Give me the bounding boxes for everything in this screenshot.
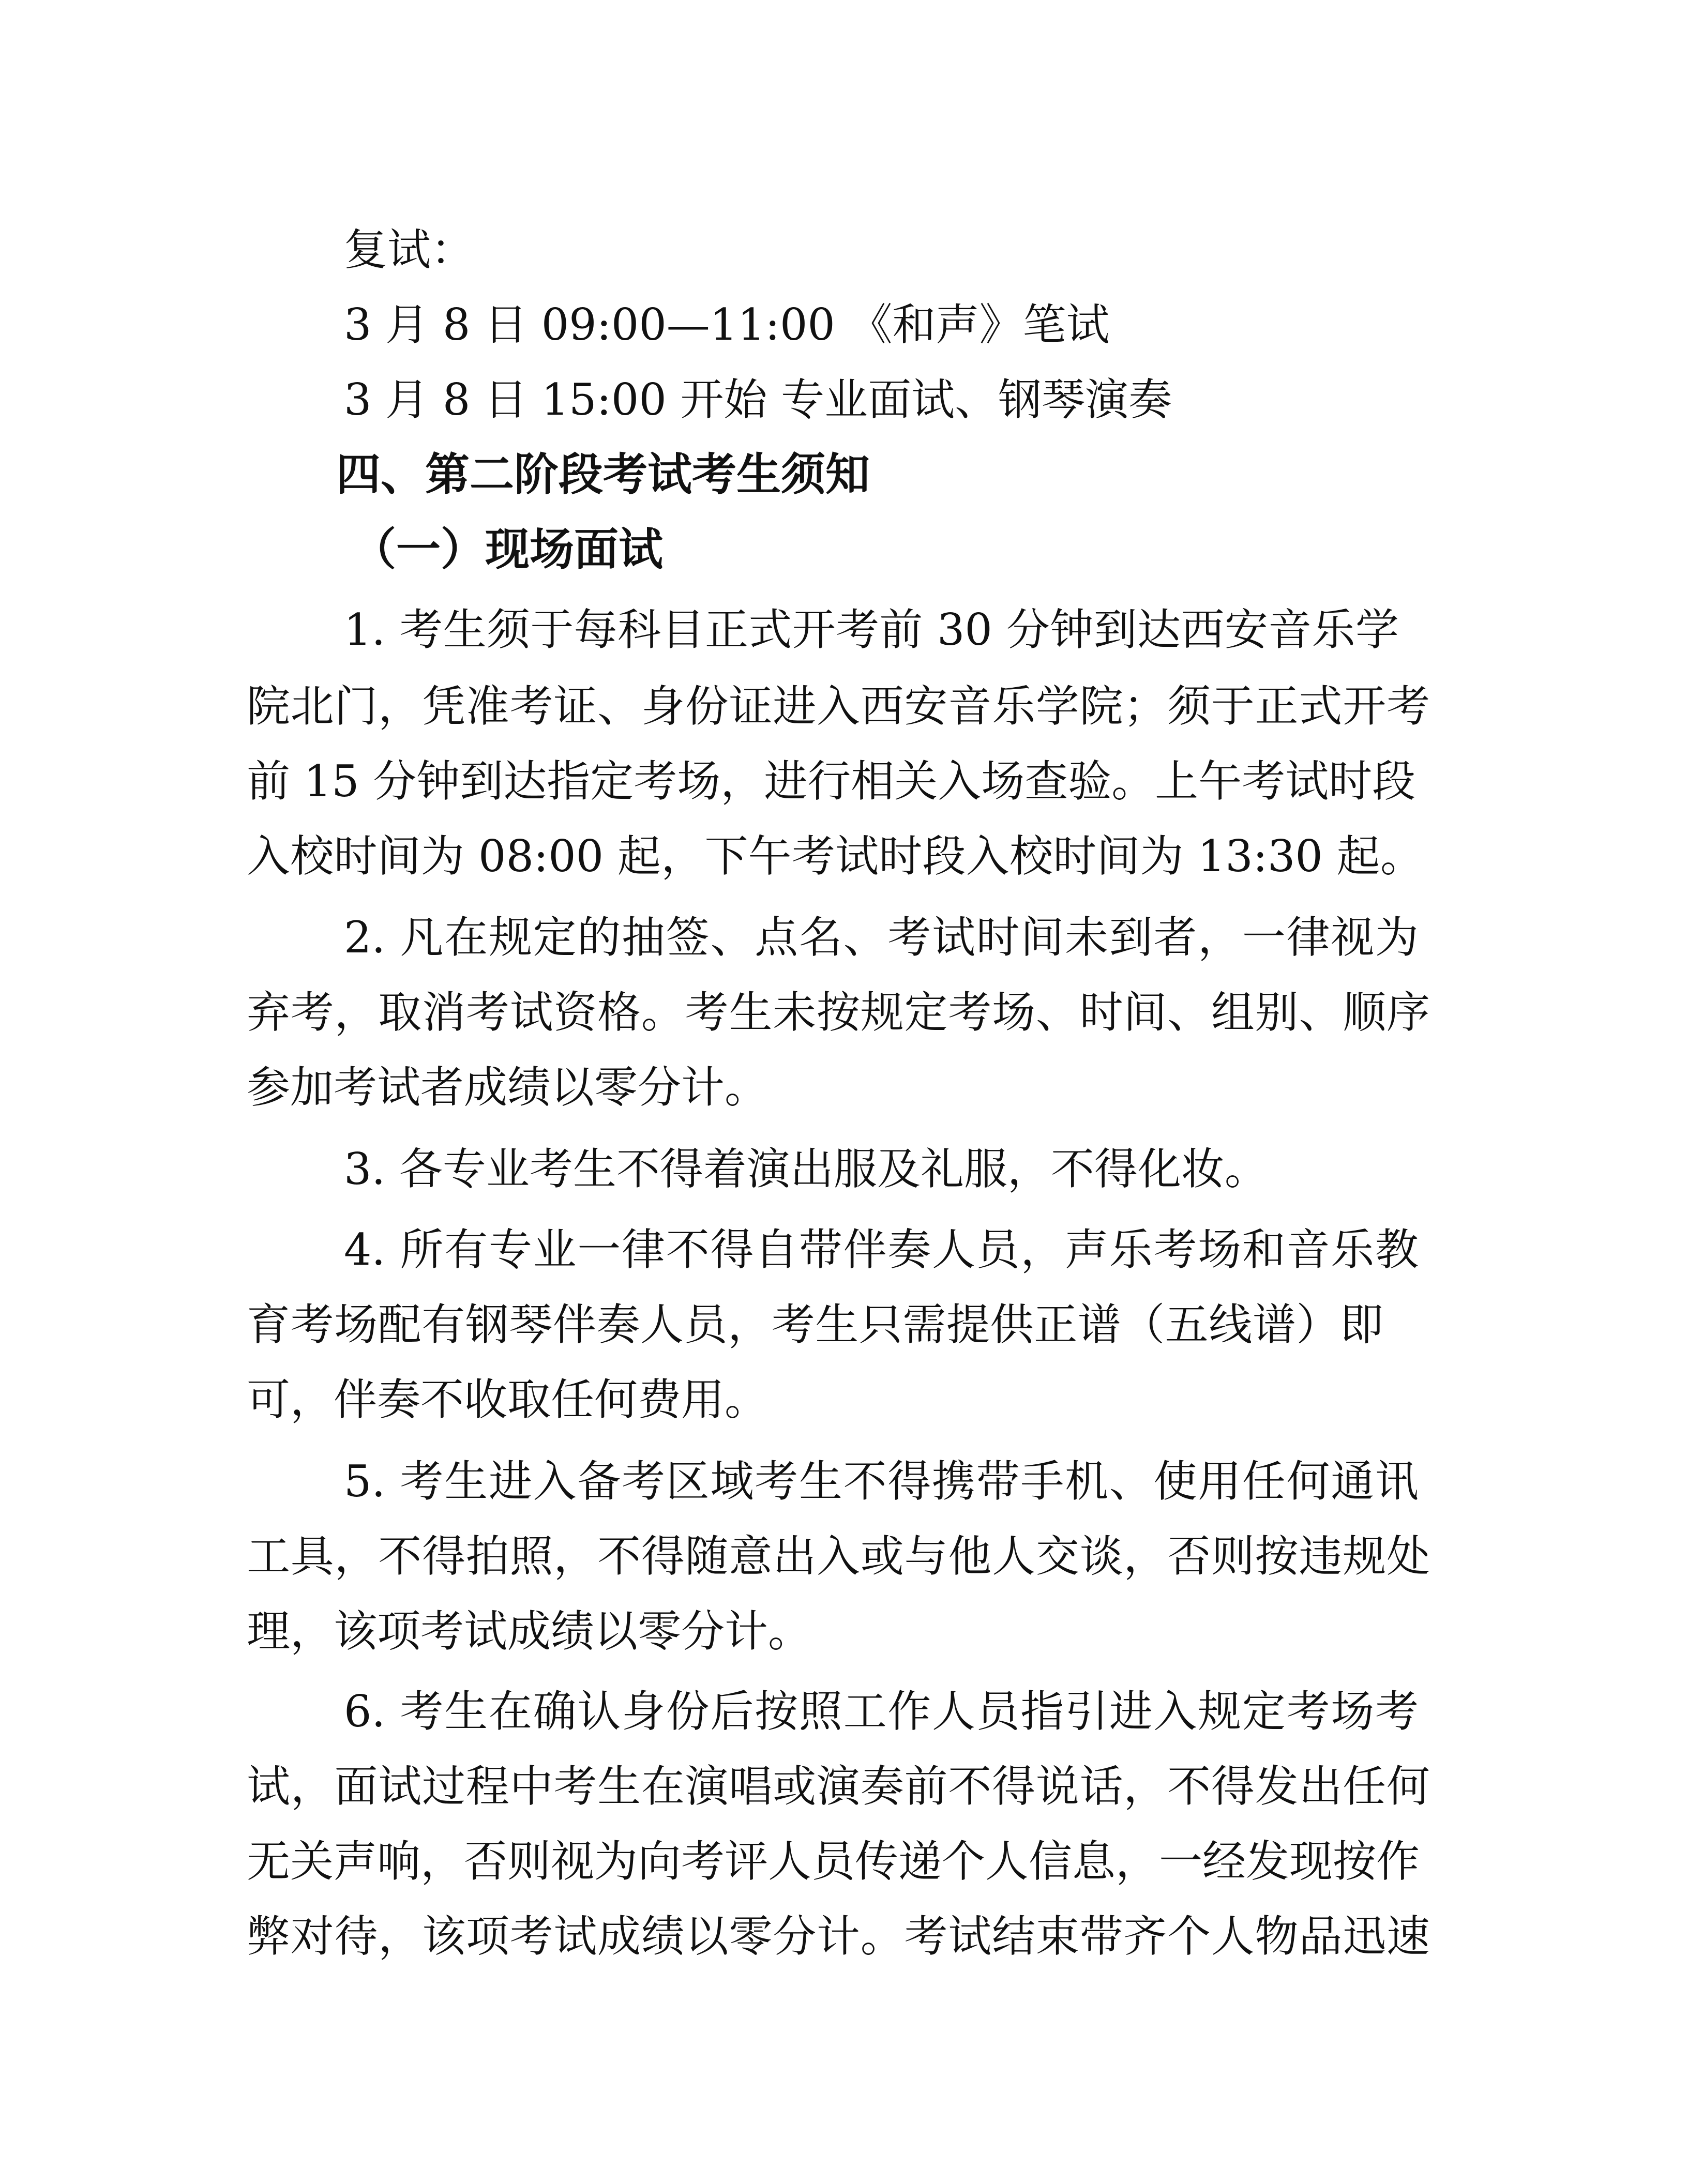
section-title: 四、第二阶段考试考生须知: [336, 449, 870, 501]
paragraph-line: 参加考试者成绩以零分计。: [247, 1062, 768, 1113]
paragraph-line: 工具，不得拍照，不得随意出入或与他人交谈，否则按违规处: [247, 1531, 1430, 1582]
paragraph-line: 3. 各专业考生不得着演出服及礼服，不得化妆。: [344, 1144, 1268, 1194]
schedule-line: 3 月 8 日 15:00 开始 专业面试、钢琴演奏: [344, 374, 1172, 425]
paragraph-line: 可，伴奏不收取任何费用。: [247, 1374, 768, 1425]
paragraph-line: 1. 考生须于每科目正式开考前 30 分钟到达西安音乐学: [344, 604, 1399, 655]
paragraph-line: 5. 考生进入备考区域考生不得携带手机、使用任何通讯: [344, 1456, 1419, 1507]
paragraph-line: 弃考，取消考试资格。考生未按规定考场、时间、组别、顺序: [247, 987, 1430, 1038]
paragraph-line: 前 15 分钟到达指定考场，进行相关入场查验。上午考试时段: [247, 756, 1416, 807]
subsection-title: （一）现场面试: [352, 524, 663, 575]
paragraph-line: 试，面试过程中考生在演唱或演奏前不得说话，不得发出任何: [247, 1761, 1430, 1812]
paragraph-line: 弊对待，该项考试成绩以零分计。考试结束带齐个人物品迅速: [247, 1911, 1430, 1962]
paragraph-line: 2. 凡在规定的抽签、点名、考试时间未到者，一律视为: [344, 912, 1419, 963]
paragraph-line: 无关声响，否则视为向考评人员传递个人信息，一经发现按作: [247, 1836, 1420, 1887]
paragraph-line: 4. 所有专业一律不得自带伴奏人员，声乐考场和音乐教: [344, 1224, 1419, 1275]
paragraph-line: 理，该项考试成绩以零分计。: [247, 1606, 812, 1657]
paragraph-line: 育考场配有钢琴伴奏人员，考生只需提供正谱（五线谱）即: [247, 1299, 1383, 1350]
paragraph-line: 入校时间为 08:00 起，下午考试时段入校时间为 13:30 起。: [247, 831, 1424, 882]
schedule-line: 3 月 8 日 09:00—11:00 《和声》笔试: [344, 299, 1110, 350]
paragraph-line: 院北门，凭准考证、身份证进入西安音乐学院；须于正式开考: [247, 681, 1430, 732]
retest-label: 复试：: [344, 224, 475, 275]
paragraph-line: 6. 考生在确认身份后按照工作人员指引进入规定考场考: [344, 1686, 1419, 1737]
